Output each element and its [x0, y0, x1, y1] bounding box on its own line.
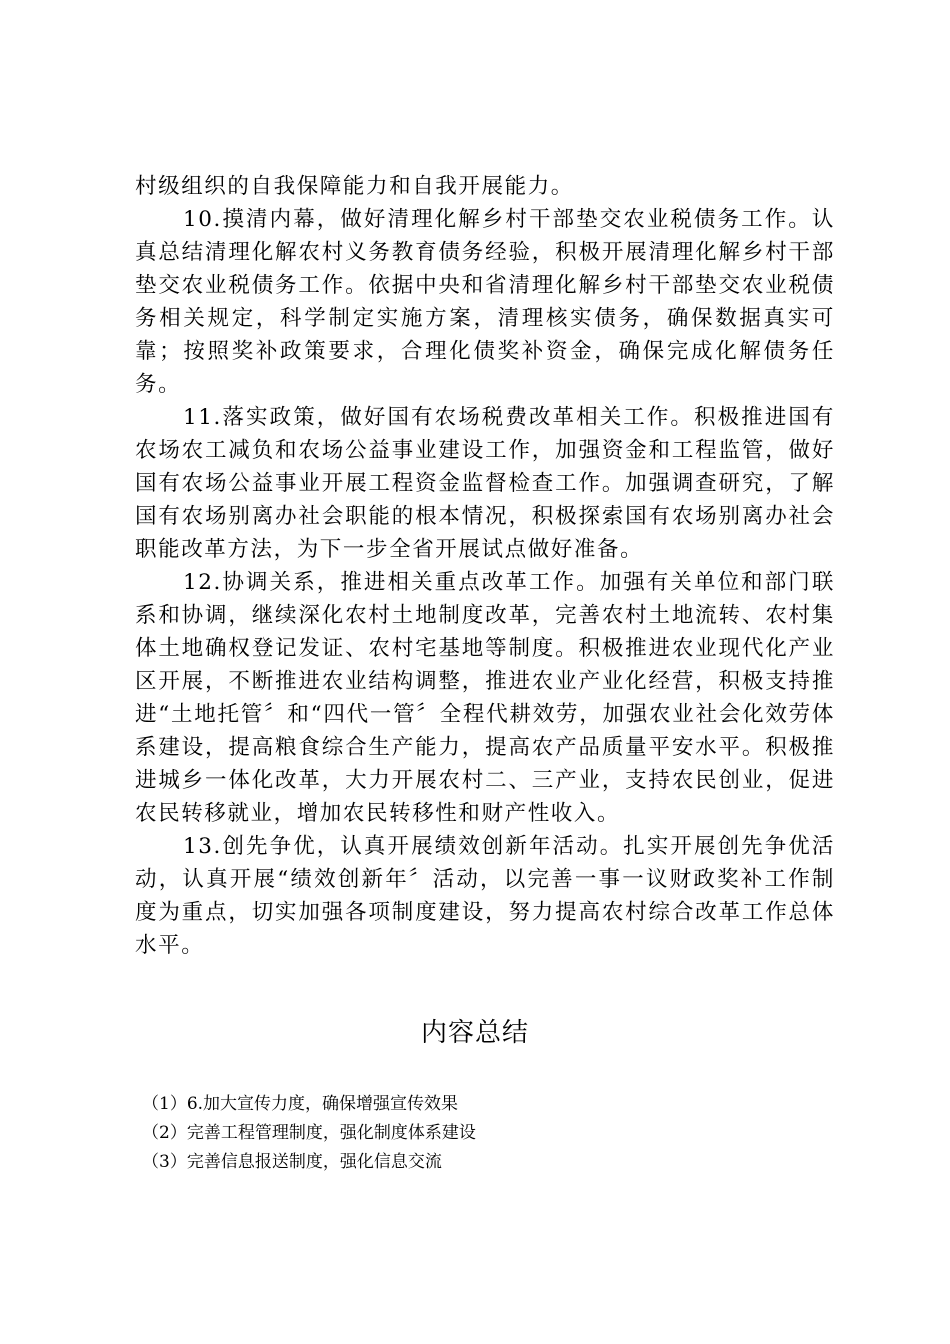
- summary-list: [142, 1090, 476, 1177]
- paragraph-item-13: 13.创先争优，认真开展绩效创新年活动。扎实开展创先争优活动，认真开展“绩效创新年〞活动，以完善一事一议财政奖补工作制度为重点，切实加强各项制度建设，努力提高农村综合改革工作总体水平。: [135, 834, 835, 958]
- paragraph-item-10: 10.摸清内幕，做好清理化解乡村干部垫交农业税债务工作。认真总结清理化解农村义务教育债务经验，积极开展清理化解乡村干部垫交农业税债务工作。依据中央和省清理化解乡村干部垫交农业税债务相关规定，科学制定实施方案，清理核实债务，确保数据真实可靠；按照奖补政策要求，合理化债奖补资金，确保完成化解债务任务。: [135, 207, 835, 397]
- paragraph-item-12: 12.协调关系，推进相关重点改革工作。加强有关单位和部门联系和协调，继续深化农村土地制度改革，完善农村土地流转、农村集体土地确权登记发证、农村宅基地等制度。积极推进农业现代化产业区开展，不断推进农业结构调整，推进农业产业化经营，积极支持推进“土地托管〞和“四代一管〞全程代耕效劳，加强农业社会化效劳体系建设，提高粮食综合生产能力，提高农产品质量平安水平。积极推进城乡一体化改革，大力开展农村二、三产业，支持农民创业，促进农民转移就业，增加农民转移性和财产性收入。: [135, 570, 835, 826]
- summary-item-3: （3）完善信息报送制度，强化信息交流: [142, 1152, 442, 1172]
- paragraph-item-11: 11.落实政策，做好国有农场税费改革相关工作。积极推进国有农场农工减负和农场公益事业建设工作，加强资金和工程监管，做好国有农场公益事业开展工程资金监督检查工作。加强调查研究，了解国有农场别离办社会职能的根本情况，积极探索国有农场别离办社会职能改革方法，为下一步全省开展试点做好准备。: [135, 405, 835, 562]
- summary-item-2: （2）完善工程管理制度，强化制度体系建设: [142, 1123, 476, 1143]
- paragraph-continuation: 村级组织的自我保障能力和自我开展能力。: [135, 174, 574, 199]
- summary-item-1: （1）6.加大宣传力度，确保增强宣传效果: [142, 1094, 459, 1114]
- body-text: [135, 170, 835, 962]
- summary-title: 内容总结: [420, 1018, 529, 1048]
